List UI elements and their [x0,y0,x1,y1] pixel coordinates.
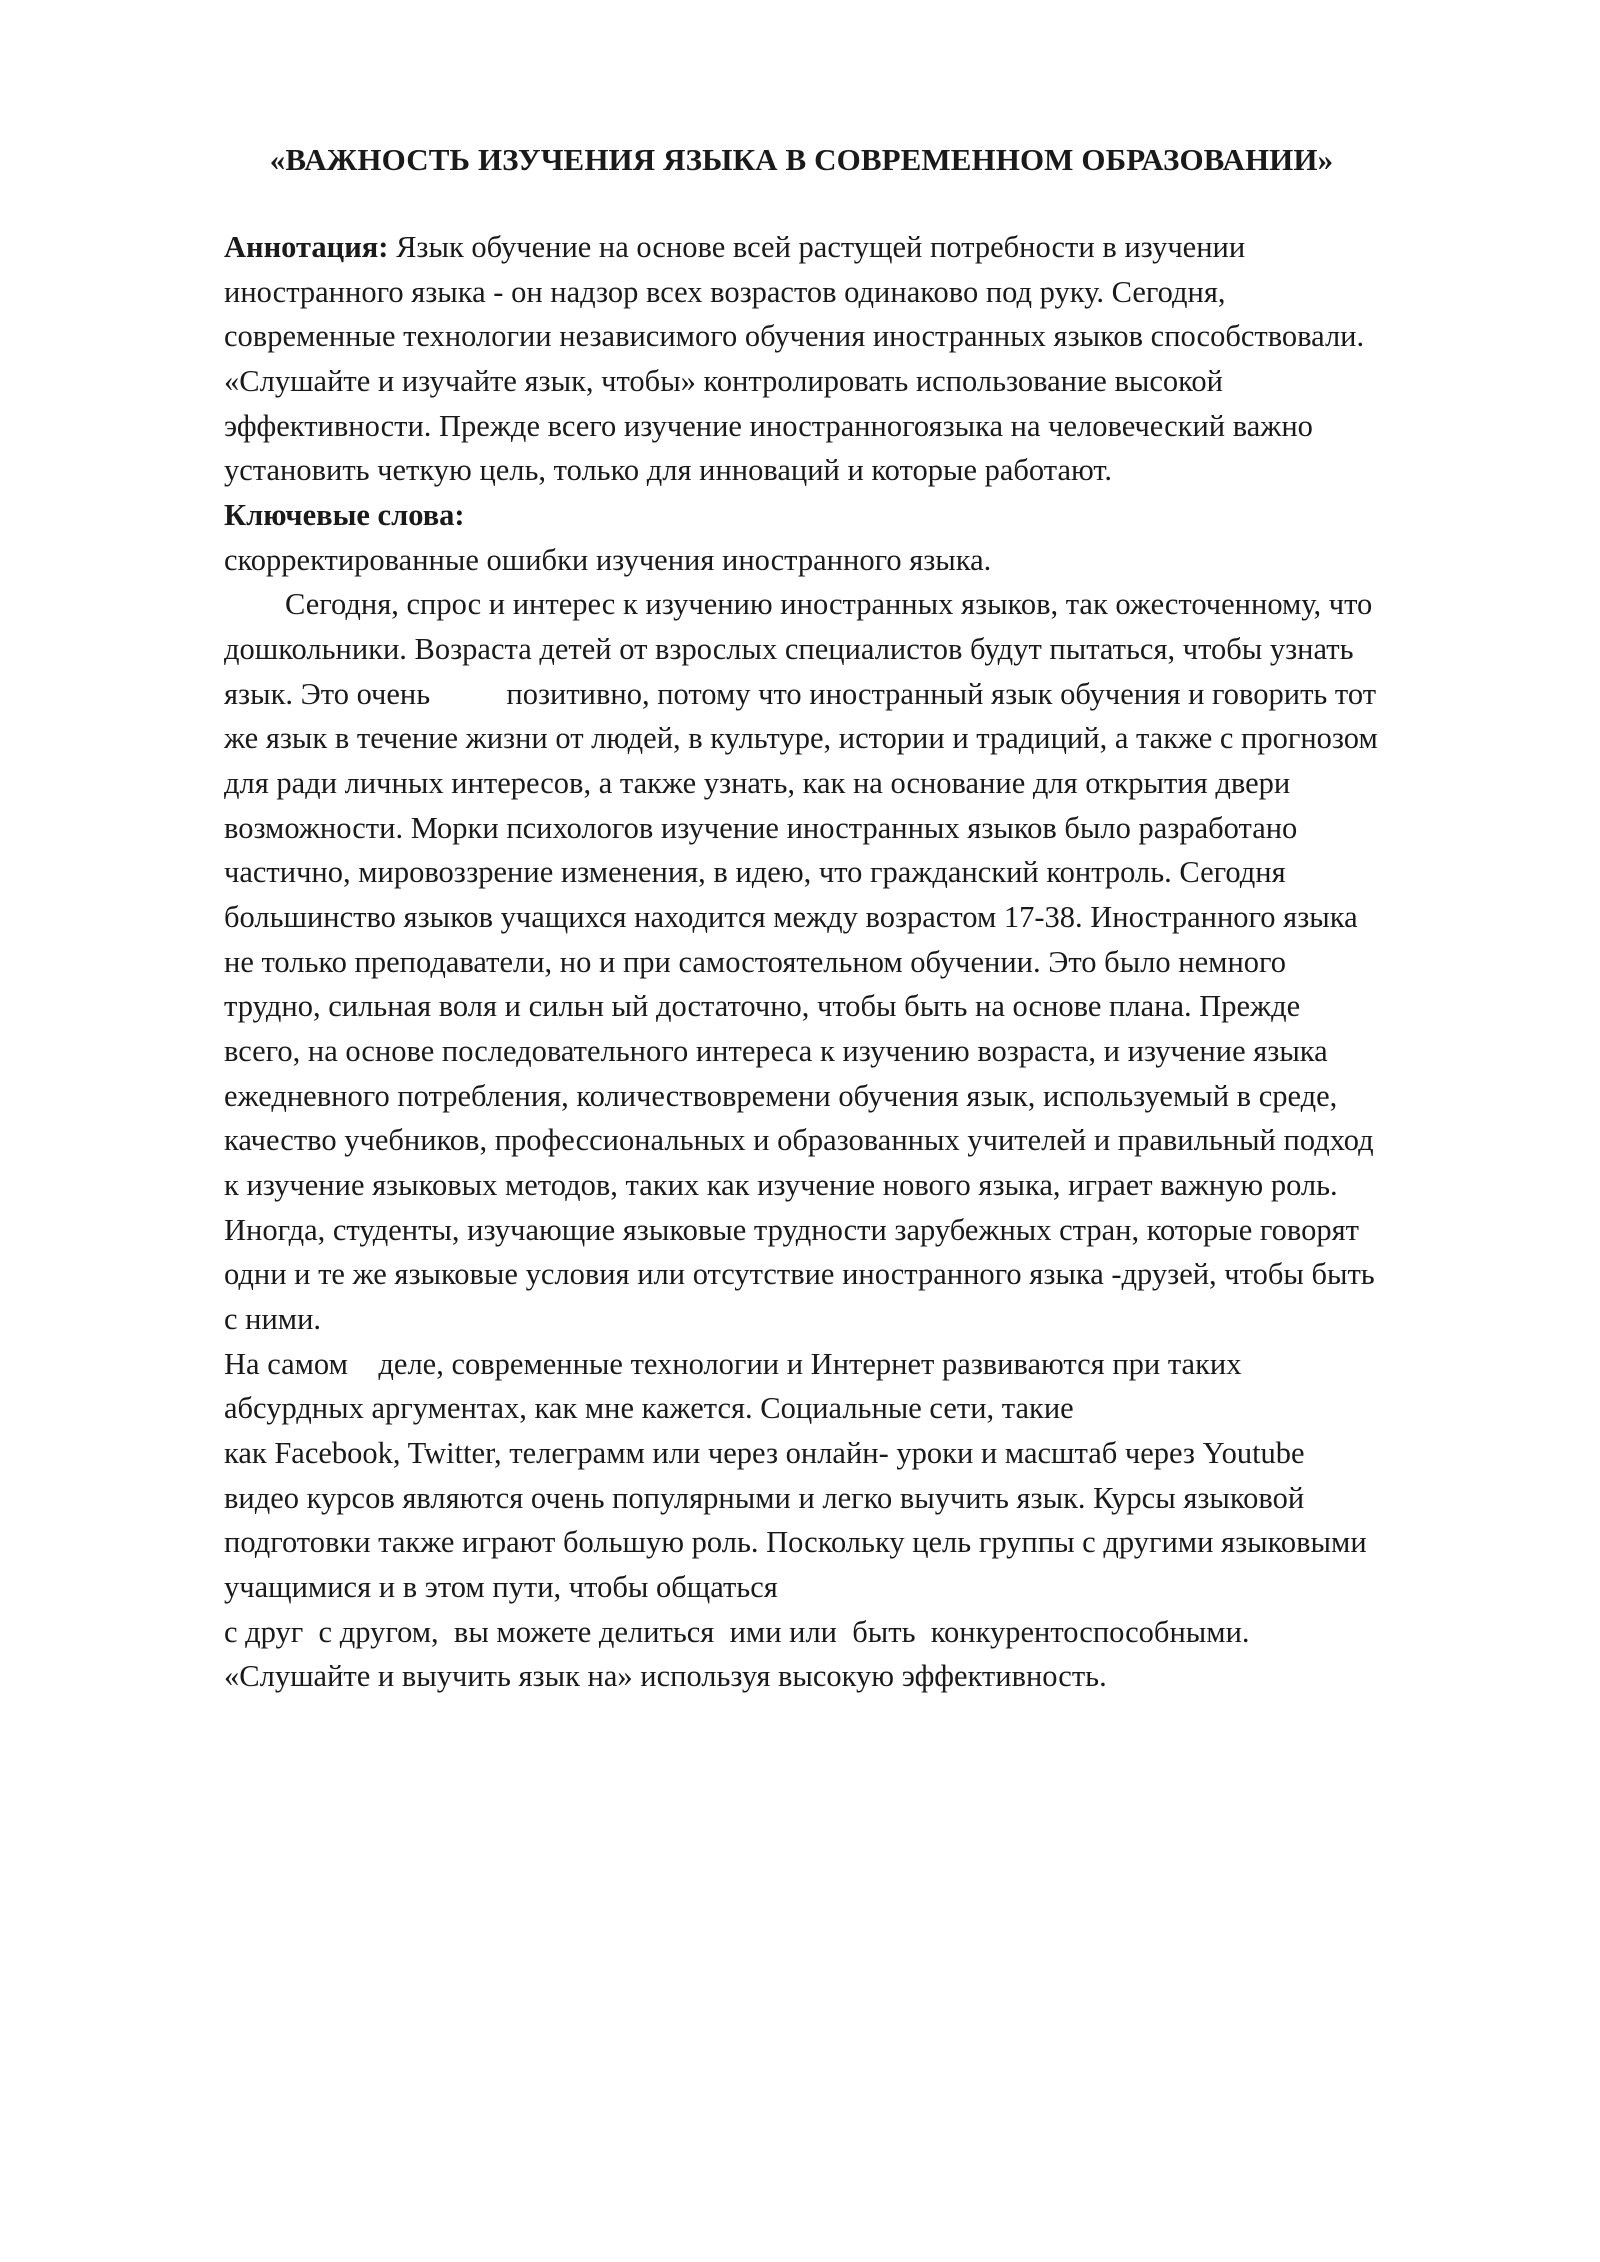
document-content [224,140,1386,1699]
abstract-label: Аннотация: [224,229,389,264]
abstract-text: Язык обучение на основе всей растущей потребности в изучении иностранного языка - он надзор всех возрастов одинаково под руку. Сегодня, современные технологии независимого обучения иностранных языков способствовали. «Слушайте и изучайте язык, чтобы» контролировать использование высокой эффективности. Прежде всего изучение иностранногоязыка на человеческий важно установить четкую цель, только для инноваций и которые работают. [224,229,1372,488]
keywords-label: Ключевые слова: [224,497,465,532]
body-paragraph-1: Сегодня, спрос и интерес к изучению иностранных языков, так ожесточенному, что дошкольники. Возраста детей от взрослых специалистов будут пытаться, чтобы узнать язык. Это очень позитивно, потому что иностранный язык обучения и говорить тот же язык в течение жизни от людей, в культуре, истории и традиций, а также с прогнозом для ради личных интересов, а также узнать, как на основание для открытия двери возможности. Морки психологов изучение иностранных языков было разработано частично, мировоззрение изменения, в идею, что гражданский контроль. Сегодня большинство языков учащихся находится между возрастом 17-38. Иностранного языка не только преподаватели, но и при самостоятельном обучении. Это было немного трудно, сильная воля и сильн ый достаточно, чтобы быть на основе плана. Прежде всего, на основе последовательного интереса к изучению возраста, и изучение языка ежедневного потребления, количествовремени обучения язык, используемый в среде, качество учебников, профессиональных и образованных учителей и правильный подход к изучение языковых методов, таких как изучение нового языка, играет важную роль. Иногда, студенты, изучающие языковые трудности зарубежных стран, которые говорят одни и те же языковые условия или отсутствие иностранного языка -друзей, чтобы быть с ними. [224,587,1386,1337]
body-paragraph-5: «Слушайте и выучить язык на» используя высокую эффективность. [224,1659,1107,1694]
keywords-text: скорректированные ошибки изучения иностранного языка. [224,542,992,577]
page-title: «ВАЖНОСТЬ ИЗУЧЕНИЯ ЯЗЫКА В СОВРЕМЕННОМ ОБРАЗОВАНИИ» [269,142,1334,177]
body-paragraph-4: с друг с другом, вы можете делиться ими или быть конкурентоспособными. [224,1614,1250,1649]
body-paragraph-2: На самом деле, современные технологии и Интернет развиваются при таких абсурдных аргументах, как мне кажется. Социальные сети, такие [224,1346,1250,1426]
body-paragraph-3: как Facebook, Twitter, телеграмм или через онлайн- уроки и масштаб через Youtube видео курсов являются очень популярными и легко выучить язык. Курсы языковой подготовки также играют большую роль. Поскольку цель группы с другими языковыми учащимися и в этом пути, чтобы общаться [224,1436,1375,1605]
abstract-paragraph [224,225,1379,493]
